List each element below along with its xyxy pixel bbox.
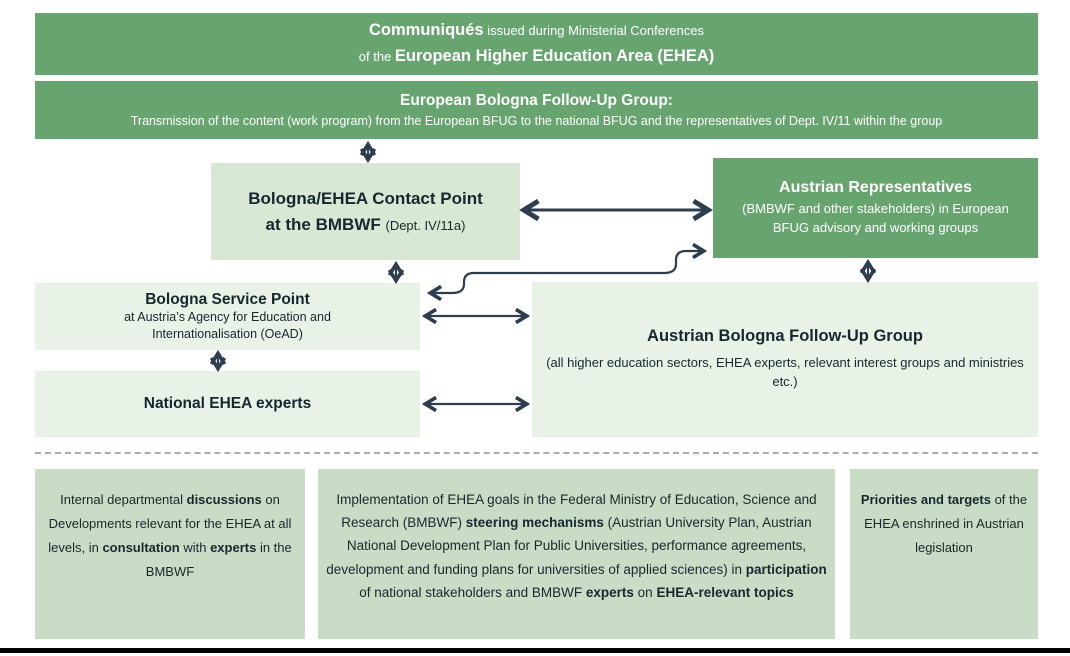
european-bfug-banner xyxy=(35,81,1038,139)
austrian-bfug-title: Austrian Bologna Follow-Up Group xyxy=(647,327,923,346)
austrian-representatives-subtitle: (BMBWF and other stakeholders) in European BFUG advisory and working groups xyxy=(742,201,1009,235)
communiques-line2: of the European Higher Education Area (EHEA) xyxy=(358,47,715,65)
austrian-bfug-box xyxy=(532,282,1038,437)
contact-point-dept-note: (Dept. IV/11a) xyxy=(385,217,466,233)
contact-point-box xyxy=(211,163,520,260)
service-point-title: Bologna Service Point xyxy=(145,290,310,308)
austrian-representatives-title: Austrian Representatives xyxy=(779,179,972,197)
implementation-text: Implementation of EHEA goals in the Federal Ministry of Education, Science and Research (BMBWF) steering mechanisms (Austrian University Plan, Austrian National Development Plan for Public Universities, performance agreements, development and funding plans for universities of applied sciences) in participation of national stakeholders and BMBWF experts on EHEA-relevant topics xyxy=(326,492,827,600)
service-point-subtitle: at Austria’s Agency for Education and Internationalisation (OeAD) xyxy=(124,309,331,341)
implementation-box xyxy=(318,469,835,639)
communiques-line1: Communiqués issued during Ministerial Conferences xyxy=(369,21,704,40)
priorities-box xyxy=(850,469,1038,639)
european-bfug-title: European Bologna Follow-Up Group: xyxy=(400,92,673,109)
service-point-box xyxy=(35,283,420,350)
bottom-border-line xyxy=(0,648,1070,653)
national-experts-title: National EHEA experts xyxy=(143,395,312,412)
internal-discussions-text: Internal departmental discussions on Developments relevant for the EHEA at all levels, in consultation with experts in the BMBWF xyxy=(48,492,292,580)
national-experts-box xyxy=(35,371,420,437)
austrian-bfug-subtitle: (all higher education sectors, EHEA experts, relevant interest groups and ministries etc.) xyxy=(546,355,1024,389)
communiques-title: Communiqués xyxy=(369,21,484,40)
internal-discussions-box xyxy=(35,469,305,639)
priorities-text: Priorities and targets of the EHEA enshrined in Austrian legislation xyxy=(860,492,1028,556)
european-bfug-subtitle: Transmission of the content (work program) from the European BFUG to the national BFUG and the representatives of Dept. IV/11 within the group xyxy=(130,114,943,128)
austrian-representatives-box xyxy=(713,158,1038,258)
contact-point-title: Bologna/EHEA Contact Point at the BMBWF (Dept. IV/11a) xyxy=(248,189,483,234)
communiques-banner xyxy=(35,13,1038,75)
dashed-separator xyxy=(35,452,1038,454)
